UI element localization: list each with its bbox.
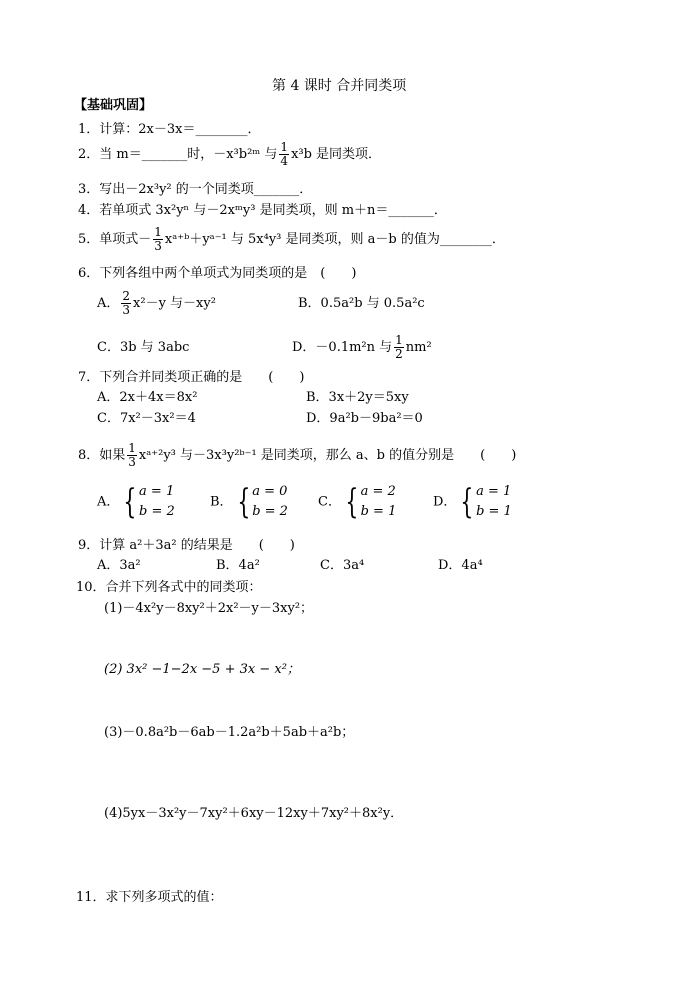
question-6-option-c: C．3b 与 3abc xyxy=(97,340,190,355)
question-8-option-a: A． { a = 1 b = 2 xyxy=(97,482,175,522)
fraction: $\frac{1}{4}$ xyxy=(280,140,289,168)
question-8-option-b: B． { a = 0 b = 2 xyxy=(210,482,288,522)
fraction: $\frac{2}{3}$ xyxy=(122,289,131,317)
question-10-part-4: (4)5yx－3x²y－7xy²＋6xy－12xy＋7xy²＋8x²y． xyxy=(104,806,404,821)
question-6-option-b: B．0.5a²b 与 0.5a²c xyxy=(298,296,425,311)
question-7-option-d: D．9a²b－9ba²＝0 xyxy=(306,411,423,426)
question-1: 1．计算：2x－3x＝________． xyxy=(78,122,261,137)
question-10-part-3: (3)－0.8a²b－6ab－1.2a²b＋5ab＋a²b； xyxy=(104,725,355,740)
question-6-stem: 6．下列各组中两个单项式为同类项的是 ( ) xyxy=(78,266,357,281)
question-6-option-a: A． $\frac{2}{3}$ x²－y 与－xy² xyxy=(97,289,216,317)
fraction: $\frac{1}{2}$ xyxy=(395,333,403,361)
question-3: 3．写出－2x³y² 的一个同类项_______． xyxy=(78,182,313,197)
question-4: 4．若单项式 3x²yⁿ 与－2xᵐy³ 是同类项，则 m＋n＝_______． xyxy=(78,203,447,218)
question-2 xyxy=(78,141,381,168)
question-5-tail: xᵃ⁺ᵇ＋yᵃ⁻¹ 与 5x⁴y³ 是同类项，则 a－b 的值为________． xyxy=(164,232,505,247)
question-8-stem: 8．如果 $\frac{1}{3}$ xᵃ⁺²y³ 与－3x³y²ᵇ⁻¹ 是同类项，那么 a、b 的值分别是 ( ) xyxy=(78,441,517,469)
question-9-option-a: A．3a² xyxy=(97,558,141,573)
question-9-option-d: D．4a⁴ xyxy=(438,558,483,573)
question-5 xyxy=(78,226,505,253)
question-7-option-a: A．2x＋4x＝8x² xyxy=(97,390,198,405)
question-9-stem: 9．计算 a²＋3a² 的结果是 ( ) xyxy=(78,538,295,553)
page-title: 第 4 课时 合并同类项 xyxy=(272,78,407,94)
question-9-option-c: C．3a⁴ xyxy=(320,558,365,573)
question-6-option-d: D．－0.1m²n 与 $\frac{1}{2}$ nm² xyxy=(292,333,432,361)
question-7-option-c: C．7x²－3x²＝4 xyxy=(97,411,196,426)
question-2-tail: x³b 是同类项． xyxy=(291,147,382,162)
question-7-option-b: B．3x＋2y＝5xy xyxy=(306,390,409,405)
question-11: 11．求下列多项式的值： xyxy=(76,890,223,905)
fraction: $\frac{1}{3}$ xyxy=(154,225,162,253)
question-8-option-c: C． { a = 2 b = 1 xyxy=(318,482,397,522)
question-5-stem: 5．单项式－ xyxy=(78,232,152,247)
question-10-part-2: (2) 3x² −1−2x −5 + 3x − x²； xyxy=(104,662,300,677)
question-2-stem: 2．当 m＝_______时，－x³b²ᵐ 与 xyxy=(78,147,278,162)
question-10-stem: 10．合并下列各式中的同类项： xyxy=(76,580,262,595)
fraction: $\frac{1}{3}$ xyxy=(128,441,136,469)
question-9-option-b: B．4a² xyxy=(216,558,260,573)
section-heading: 【基础巩固】 xyxy=(74,98,153,113)
question-10-part-1: (1)－4x²y－8xy²＋2x²－y－3xy²； xyxy=(104,601,314,616)
question-8-option-d: D． { a = 1 b = 1 xyxy=(433,482,512,522)
question-7-stem: 7．下列合并同类项正确的是 ( ) xyxy=(78,370,305,385)
